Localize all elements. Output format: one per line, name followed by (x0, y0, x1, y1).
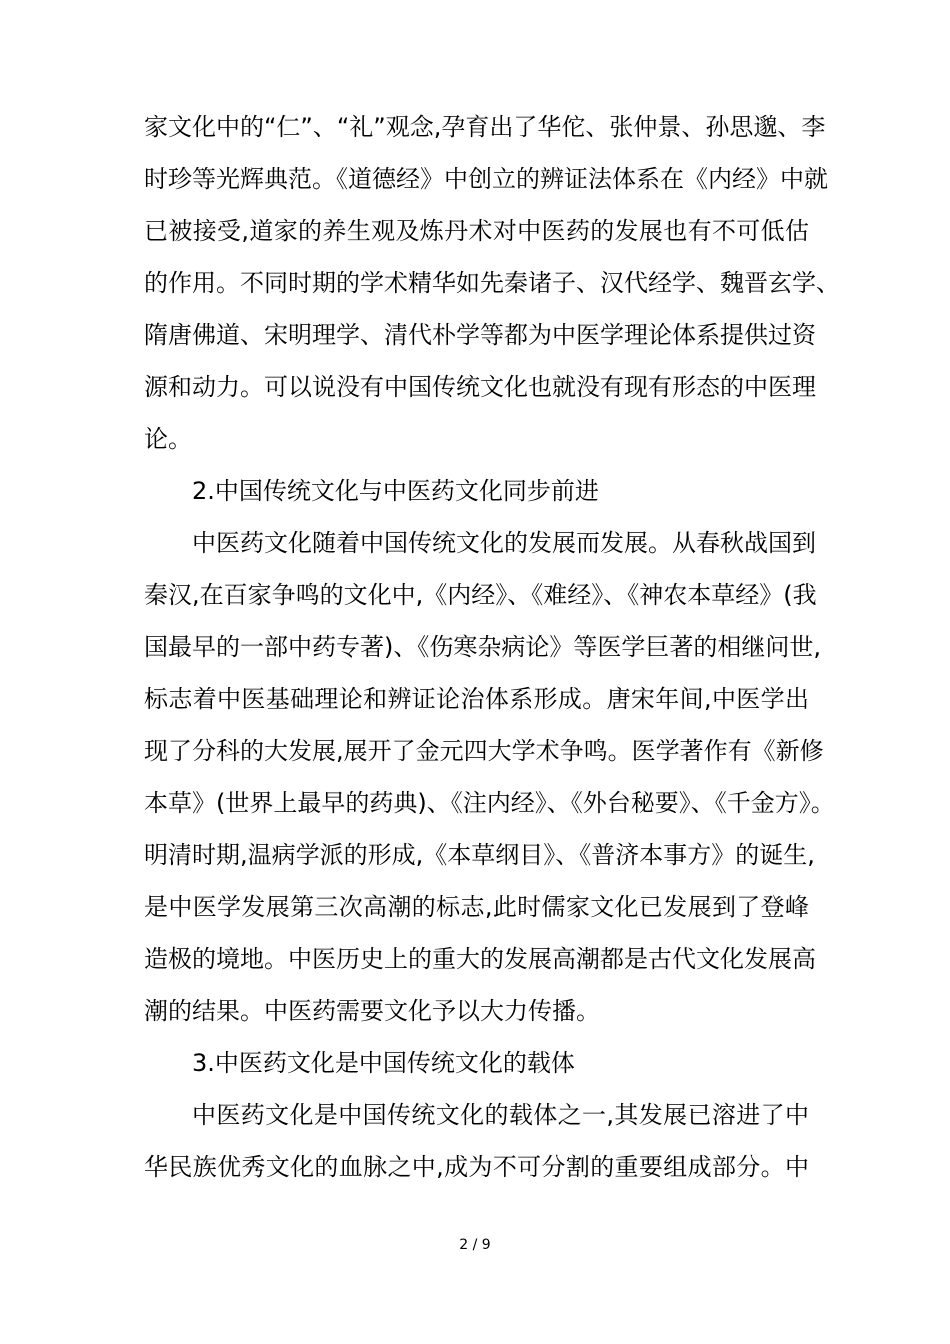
text-line: 家文化中的“仁”、“礼”观念,孕育出了华佗、张仲景、孙思邈、李 (144, 113, 826, 141)
text-line: 中医药文化随着中国传统文化的发展而发展。从春秋战国到 (192, 529, 816, 557)
text-line: 华民族优秀文化的血脉之中,成为不可分割的重要组成部分。中 (144, 1153, 809, 1181)
text-line: 现了分科的大发展,展开了金元四大学术争鸣。医学著作有《新修 (144, 737, 824, 765)
text-line: 已被接受,道家的养生观及炼丹术对中医药的发展也有不可低估 (144, 217, 809, 245)
text-line: 秦汉,在百家争鸣的文化中,《内经》、《难经》、《神农本草经》(我 (144, 581, 817, 609)
text-line: 造极的境地。中医历史上的重大的发展高潮都是古代文化发展高 (144, 945, 816, 973)
text-line: 源和动力。可以说没有中国传统文化也就没有现有形态的中医理 (144, 373, 816, 401)
text-line: 本草》(世界上最早的药典)、《注内经》、《外台秘要》、《千金方》。 (144, 789, 835, 817)
text-line: 国最早的一部中药专著)、《伤寒杂病论》等医学巨著的相继问世, (144, 633, 821, 661)
text-line: 的作用。不同时期的学术精华如先秦诸子、汉代经学、魏晋玄学、 (144, 269, 840, 297)
page-number: 2 / 9 (459, 1237, 491, 1253)
text-line: 是中医学发展第三次高潮的标志,此时儒家文化已发展到了登峰 (144, 893, 809, 921)
text-line: 潮的结果。中医药需要文化予以大力传播。 (144, 997, 600, 1025)
text-line: 标志着中医基础理论和辨证论治体系形成。唐宋年间,中医学出 (144, 685, 809, 713)
text-line: 中医药文化是中国传统文化的载体之一,其发展已溶进了中 (192, 1101, 809, 1129)
text-line: 论。 (144, 425, 192, 453)
section-heading: 3.中医药文化是中国传统文化的载体 (192, 1049, 575, 1077)
text-line: 明清时期,温病学派的形成,《本草纲目》、《普济本事方》的诞生, (144, 841, 815, 869)
text-line: 时珍等光辉典范。《道德经》中创立的辨证法体系在《内经》中就 (144, 165, 828, 193)
text-line: 隋唐佛道、宋明理学、清代朴学等都为中医学理论体系提供过资 (144, 321, 816, 349)
section-heading: 2.中国传统文化与中医药文化同步前进 (192, 477, 599, 505)
